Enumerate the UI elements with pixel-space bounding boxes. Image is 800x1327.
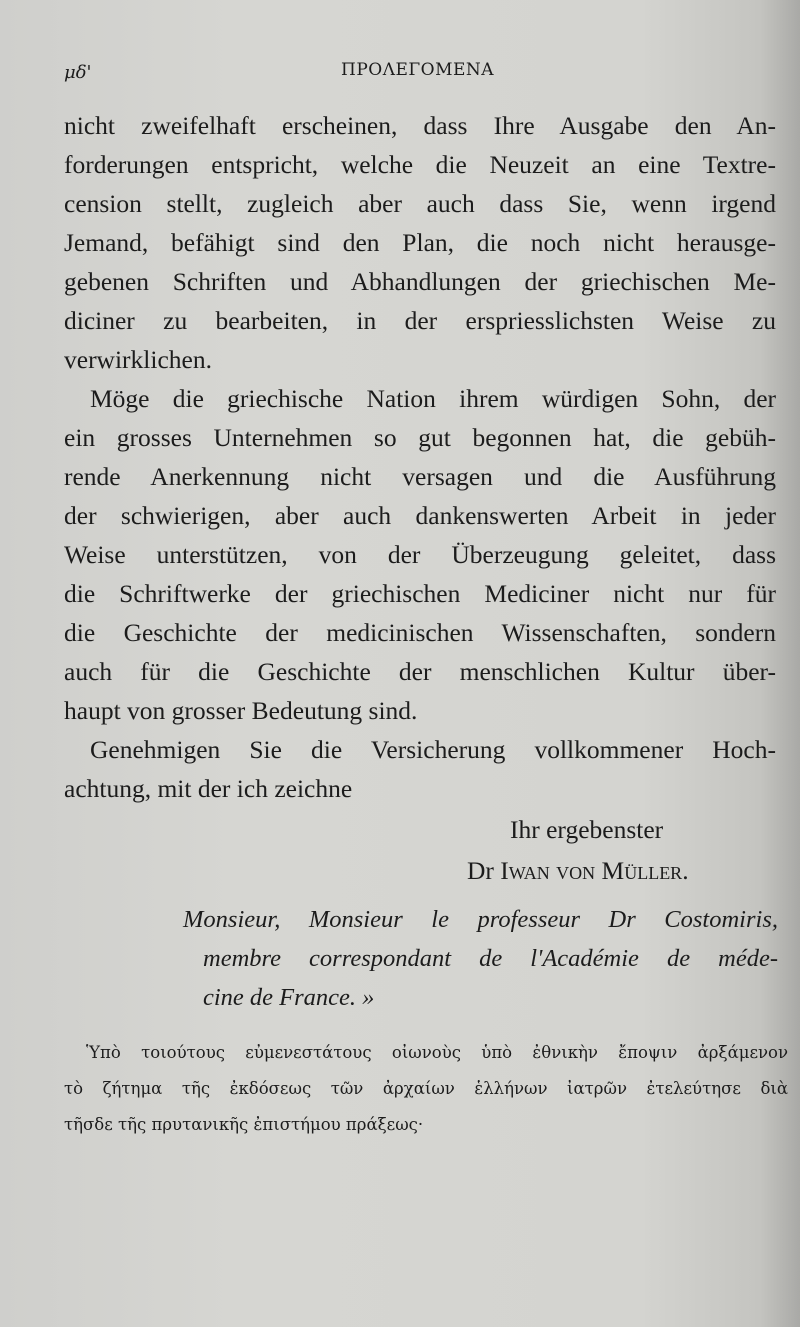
text-line: nicht zweifelhaft erscheinen, dass Ihre Ausgabe den An-: [64, 111, 776, 140]
page-header: [0, 58, 800, 88]
greek-line: τὸ ζήτημα τῆς ἐκδόσεως τῶν ἀρχαίων ἑλλήνων ἰατρῶν ἐτελεύτησε διὰ: [64, 1079, 788, 1098]
text-line: die Geschichte der medicinischen Wissenschaften, sondern: [64, 618, 776, 647]
text-line: die Schriftwerke der griechischen Mediciner nicht nur für: [64, 579, 776, 608]
main-text: [64, 106, 776, 808]
address-block: [183, 900, 778, 1017]
text-line: Weise unterstützen, von der Überzeugung geleitet, dass: [64, 540, 776, 569]
text-line: Genehmigen Sie die Versicherung vollkommener Hoch-: [90, 735, 776, 764]
text-line: haupt von grosser Bedeutung sind.: [64, 696, 418, 725]
greek-line: Ὑπὸ τοιούτους εὐμενεστάτους οἰωνοὺς ὑπὸ ἐθνικὴν ἔποψιν ἀρξάμενον: [86, 1043, 788, 1062]
signature-name: Iwan von Müller.: [500, 856, 689, 885]
text-line: forderungen entspricht, welche die Neuzeit an eine Textre-: [64, 150, 776, 179]
address-line: cine de France. »: [203, 984, 375, 1011]
running-title: ΠΡΟΛΕΓΟΜΕΝΑ: [341, 60, 495, 80]
address-line: Monsieur, Monsieur le professeur Dr Costomiris,: [183, 906, 778, 933]
text-line: rende Anerkennung nicht versagen und die Ausführung: [64, 462, 776, 491]
greek-line: τῆσδε τῆς πρυτανικῆς ἐπιστήμου πράξεως·: [64, 1115, 424, 1134]
greek-paragraph: [64, 1035, 788, 1143]
text-line: verwirklichen.: [64, 345, 212, 374]
text-line: Möge die griechische Nation ihrem würdigen Sohn, der: [90, 384, 776, 413]
signature-line: [467, 856, 689, 886]
text-line: auch für die Geschichte der menschlichen Kultur über-: [64, 657, 776, 686]
text-line: cension stellt, zugleich aber auch dass Sie, wenn irgend: [64, 189, 776, 218]
text-line: gebenen Schriften und Abhandlungen der griechischen Me-: [64, 267, 776, 296]
text-line: ein grosses Unternehmen so gut begonnen hat, die gebüh-: [64, 423, 776, 452]
page-number: μδ': [64, 62, 92, 83]
text-line: der schwierigen, aber auch dankenswerten Arbeit in jeder: [64, 501, 776, 530]
text-line: Jemand, befähigt sind den Plan, die noch nicht herausge-: [64, 228, 776, 257]
address-line: membre correspondant de l'Académie de méde-: [203, 945, 778, 972]
salutation-text: Ihr ergebenster: [510, 815, 664, 844]
text-line: achtung, mit der ich zeichne: [64, 774, 353, 803]
signature-prefix: Dr: [467, 856, 494, 885]
text-line: diciner zu bearbeiten, in der erspriesslichsten Weise zu: [64, 306, 776, 335]
